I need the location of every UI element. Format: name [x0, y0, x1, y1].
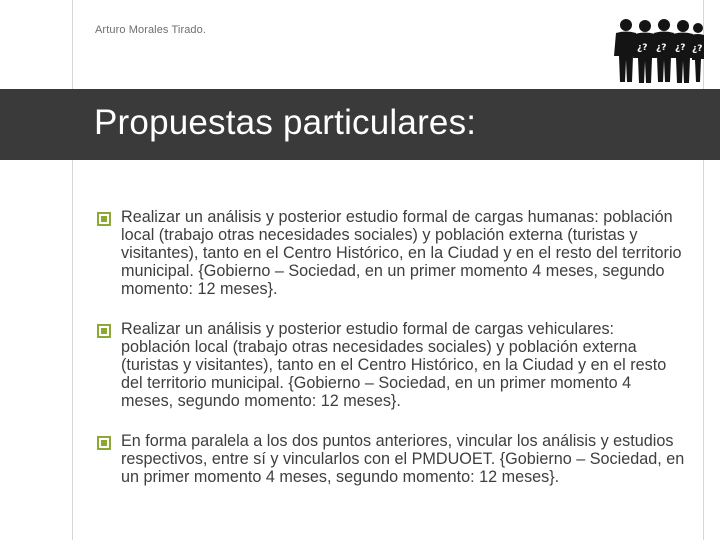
- bullet-item: [96, 208, 686, 298]
- author-label: Arturo Morales Tirado.: [95, 24, 207, 36]
- bullet-text: Realizar un análisis y posterior estudio formal de cargas humanas: población local (trabajo otras necesidades sociales) y población externa (turistas y visitantes), tanto en el Centro Histórico, en la Ciudad y en el resto del territorio municipal. {Gobierno – Sociedad, en un primer momento 4 meses, segundo momento: 12 meses}.: [121, 208, 682, 298]
- question-mark-3: ¿?: [675, 43, 686, 53]
- square-bullet-icon: [97, 324, 111, 338]
- silhouettes-people-question-icon: [612, 14, 704, 84]
- question-mark-1: ¿?: [637, 43, 648, 53]
- bullet-item: [96, 320, 686, 410]
- bullet-text: En forma paralela a los dos puntos anteriores, vincular los análisis y estudios respectivos, entre sí y vincularlos con el PMDUOET. {Gobierno – Sociedad, en un primer momento 4 meses, segundo momento: 12 meses}.: [121, 432, 685, 486]
- square-bullet-icon: [97, 436, 111, 450]
- slide-title: Propuestas particulares:: [94, 103, 477, 142]
- question-mark-2: ¿?: [656, 43, 667, 53]
- left-guide-line: [72, 0, 73, 540]
- bullet-item: [96, 432, 686, 486]
- bullet-text: Realizar un análisis y posterior estudio formal de cargas vehiculares: población local (trabajo otras necesidades sociales) y población externa (turistas y visitantes), tanto en el Centro Histórico, en la Ciudad y en el resto del territorio municipal. {Gobierno – Sociedad, en un primer momento 4 meses, segundo momento: 12 meses}.: [121, 320, 667, 410]
- square-bullet-icon: [97, 212, 111, 226]
- bullet-list: [96, 208, 686, 508]
- question-mark-4: ¿?: [692, 44, 703, 54]
